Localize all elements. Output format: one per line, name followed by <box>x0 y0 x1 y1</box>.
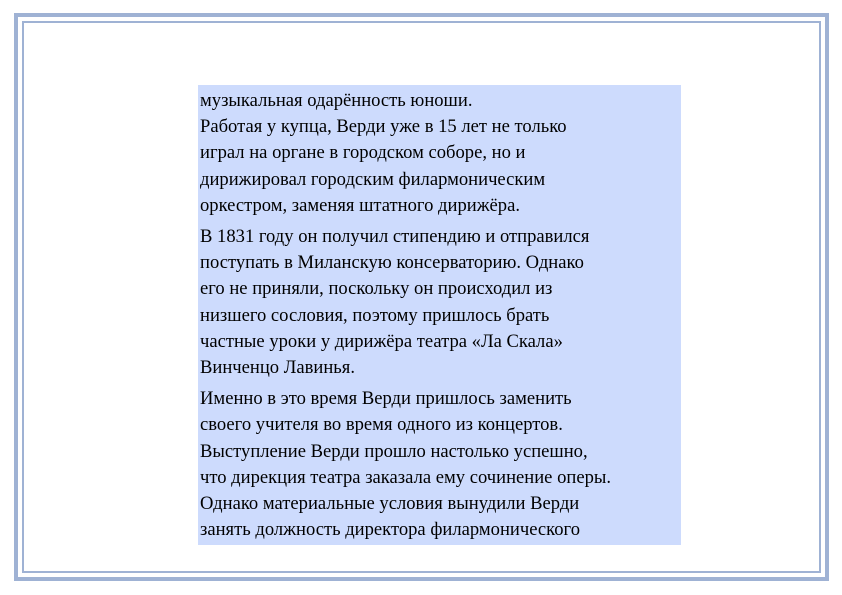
paragraph-3 <box>200 386 681 543</box>
text-line: музыкальная одарённость юноши. <box>200 90 473 111</box>
text-line: Работая у купца, Верди уже в 15 лет не только <box>200 116 567 138</box>
text-line: занять должность директора филармонического <box>200 519 581 541</box>
text-line: оркестром, заменяя штатного дирижёра. <box>200 194 520 216</box>
text-line: Именно в это время Верди пришлось заменить <box>200 388 572 410</box>
text-line: своего учителя во время одного из концертов. <box>200 414 563 436</box>
text-line: играл на органе в городском соборе, но и <box>200 142 526 164</box>
text-line: Выступление Верди прошло настолько успешно, <box>200 440 588 462</box>
text-line: Однако материальные условия вынудили Верди <box>200 493 580 515</box>
paragraph-1 <box>200 88 681 219</box>
paragraph-2 <box>200 224 681 381</box>
text-line: Винченцо Лавинья. <box>200 357 355 379</box>
text-line: поступать в Миланскую консерваторию. Однако <box>200 252 584 274</box>
text-line: его не приняли, поскольку он происходил из <box>200 278 553 300</box>
text-line: дирижировал городским филармоническим <box>200 168 546 190</box>
text-line: что дирекция театра заказала ему сочинение оперы. <box>200 466 612 488</box>
text-line: низшего сословия, поэтому пришлось брать <box>200 304 550 326</box>
text-box <box>198 85 681 545</box>
text-line: В 1831 году он получил стипендию и отправился <box>200 226 590 248</box>
text-line: частные уроки у дирижёра театра «Ла Скала» <box>200 330 563 352</box>
